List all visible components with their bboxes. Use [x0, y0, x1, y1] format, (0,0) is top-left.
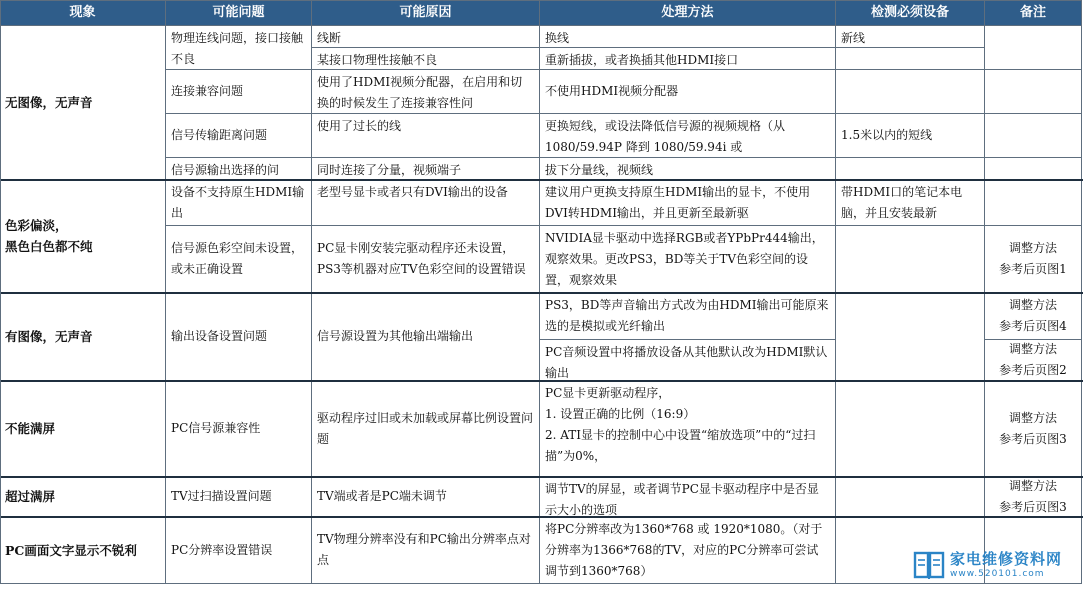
cell-text: 重新插拔，或者换插其他HDMI接口	[545, 53, 739, 67]
cell-phenomenon	[0, 517, 166, 584]
cell-text: TV过扫描设置问题	[171, 489, 272, 503]
cell-required-equipment	[836, 180, 985, 226]
cell-text: 调整方法 参考后页图3	[999, 410, 1067, 446]
cell-solution	[540, 158, 836, 180]
group-separator	[0, 516, 1083, 518]
cell-possible-cause	[312, 293, 540, 381]
cell-text: 输出设备设置问题	[171, 329, 268, 343]
cell-text: 驱动程序过旧或未加载或屏幕比例设置问题	[317, 410, 534, 446]
cell-text: 线断	[317, 31, 342, 45]
cell-text: 不能满屏	[5, 421, 56, 436]
cell-text: 信号传输距离问题	[171, 128, 268, 142]
header-label: 检测必须设备	[870, 5, 949, 20]
cell-text: 连接兼容问题	[171, 84, 244, 98]
cell-phenomenon	[0, 180, 166, 293]
cell-text: 超过满屏	[5, 489, 56, 504]
cell-remark	[985, 293, 1082, 340]
cell-remark	[985, 114, 1082, 158]
cell-text: 使用了HDMI视频分配器，在启用和切换的时候发生了连接兼容性问	[317, 75, 523, 110]
cell-text: 无图像，无声音	[5, 95, 93, 110]
header-possible-cause	[312, 0, 540, 26]
cell-phenomenon	[0, 293, 166, 381]
cell-text: 信号源设置为其他输出端输出	[317, 329, 474, 343]
watermark-title: 家电维修资料网	[950, 550, 1063, 568]
cell-required-equipment	[836, 226, 985, 293]
cell-text: PC显卡刚安装完驱动程序还未设置，PS3等机器对应TV色彩空间的设置错误	[317, 241, 526, 276]
cell-required-equipment	[836, 293, 985, 381]
header-solution	[540, 0, 836, 26]
cell-possible-cause	[312, 158, 540, 180]
group-separator	[0, 292, 1083, 294]
cell-possible-issue	[166, 70, 312, 114]
cell-remark	[985, 340, 1082, 381]
header-label: 备注	[1019, 5, 1046, 20]
cell-text: 某接口物理性接触不良	[317, 53, 438, 67]
cell-solution	[540, 381, 836, 477]
cell-text: 信号源输出选择的问	[171, 163, 280, 177]
cell-text: 色彩偏淡， 黑色白色都不纯	[5, 218, 93, 254]
cell-solution	[540, 48, 836, 70]
cell-possible-cause	[312, 48, 540, 70]
header-phenomenon	[0, 0, 166, 26]
cell-required-equipment	[836, 70, 985, 114]
cell-solution	[540, 26, 836, 48]
cell-text: 调整方法 参考后页图3	[999, 478, 1067, 514]
cell-text: 调节TV的屏显，或者调节PC显卡驱动程序中是否显示大小的选项	[545, 482, 819, 517]
cell-text: 调整方法 参考后页图4	[999, 298, 1067, 333]
cell-required-equipment	[836, 48, 985, 70]
cell-text: PC信号源兼容性	[171, 421, 261, 435]
cell-possible-issue	[166, 158, 312, 180]
cell-possible-issue	[166, 180, 312, 226]
cell-possible-cause	[312, 114, 540, 158]
header-label: 现象	[69, 5, 96, 20]
cell-text: 建议用户更换支持原生HDMI输出的显卡，不使用DVI转HDMI输出，并且更新至最新驱	[545, 185, 811, 220]
group-separator	[0, 476, 1083, 478]
cell-remark	[985, 26, 1082, 70]
header-required-equipment	[836, 0, 985, 26]
cell-text: 更换短线，或设法降低信号源的视频规格（从1080/59.94P 降到 1080/59.94i 或	[545, 119, 786, 154]
group-separator	[0, 380, 1083, 382]
cell-text: TV物理分辨率没有和PC输出分辨率点对点	[317, 532, 531, 567]
cell-required-equipment	[836, 26, 985, 48]
header-label: 可能原因	[399, 5, 452, 20]
cell-remark	[985, 70, 1082, 114]
cell-text: 1.5米以内的短线	[841, 128, 933, 142]
cell-text: 物理连线问题，接口接触不良	[171, 31, 304, 66]
cell-possible-cause	[312, 70, 540, 114]
cell-text: 有图像，无声音	[5, 329, 93, 344]
cell-possible-cause	[312, 477, 540, 517]
cell-remark	[985, 180, 1082, 226]
cell-solution	[540, 293, 836, 340]
cell-text: 信号源色彩空间未设置，或未正确设置	[171, 241, 304, 276]
cell-required-equipment	[836, 158, 985, 180]
cell-text: NVIDIA显卡驱动中选择RGB或者YPbPr444输出，观察效果。更改PS3，BD等关于TV色彩空间的设置，观察效果	[545, 231, 824, 287]
cell-text: 带HDMI口的笔记本电脑，并且安装最新	[841, 185, 963, 220]
cell-solution	[540, 477, 836, 517]
cell-possible-cause	[312, 381, 540, 477]
cell-text: 使用了过长的线	[317, 119, 402, 133]
cell-remark	[985, 158, 1082, 180]
cell-possible-issue	[166, 114, 312, 158]
cell-required-equipment	[836, 477, 985, 517]
watermark-url: www.520101.com	[950, 569, 1045, 579]
cell-text: 新线	[841, 31, 866, 45]
cell-possible-cause	[312, 517, 540, 584]
cell-possible-cause	[312, 26, 540, 48]
cell-text: 调整方法 参考后页图2	[999, 342, 1067, 377]
cell-text: 设备不支持原生HDMI输出	[171, 185, 305, 220]
cell-possible-issue	[166, 477, 312, 517]
cell-remark	[985, 477, 1082, 517]
cell-text: 老型号显卡或者只有DVI输出的设备	[317, 185, 508, 199]
cell-possible-issue	[166, 381, 312, 477]
cell-solution	[540, 340, 836, 381]
cell-possible-issue	[166, 26, 312, 70]
cell-text: PC画面文字显示不锐利	[5, 542, 137, 558]
cell-solution	[540, 517, 836, 584]
cell-text: PC显卡更新驱动程序， 1. 设置正确的比例（16:9） 2. ATI显卡的控制中心中设置“缩放选项”中的“过扫描”为0%，	[545, 386, 816, 463]
cell-remark	[985, 226, 1082, 293]
cell-solution	[540, 114, 836, 158]
cell-solution	[540, 70, 836, 114]
cell-text: 换线	[545, 31, 570, 45]
cell-possible-issue	[166, 226, 312, 293]
cell-solution	[540, 180, 836, 226]
cell-required-equipment	[836, 114, 985, 158]
cell-text: PC音频设置中将播放设备从其他默认改为HDMI默认输出	[545, 345, 828, 380]
header-possible-issue	[166, 0, 312, 26]
watermark	[912, 544, 1080, 586]
cell-text: PS3，BD等声音输出方式改为由HDMI输出可能原来选的是模拟或光纤输出	[545, 298, 829, 333]
cell-text: 调整方法 参考后页图1	[999, 241, 1067, 276]
cell-text: 不使用HDMI视频分配器	[545, 84, 679, 98]
cell-text: TV端或者是PC端未调节	[317, 489, 447, 503]
cell-phenomenon	[0, 26, 166, 180]
cell-possible-issue	[166, 517, 312, 584]
cell-remark	[985, 381, 1082, 477]
cell-phenomenon	[0, 381, 166, 477]
cell-text: 拔下分量线，视频线	[545, 163, 654, 177]
cell-possible-cause	[312, 226, 540, 293]
cell-required-equipment	[836, 381, 985, 477]
group-separator	[0, 179, 1083, 181]
cell-text: PC分辨率设置错误	[171, 542, 273, 557]
header-label: 可能问题	[212, 5, 265, 20]
cell-possible-issue	[166, 293, 312, 381]
header-label: 处理方法	[661, 5, 714, 20]
cell-phenomenon	[0, 477, 166, 517]
cell-possible-cause	[312, 180, 540, 226]
cell-text: 同时连接了分量，视频端子	[317, 163, 462, 177]
cell-solution	[540, 226, 836, 293]
book-logo-icon	[912, 548, 946, 582]
cell-text: 将PC分辨率改为1360*768 或 1920*1080。（对于分辨率为1366*768的TV，对应的PC分辨率可尝试调节到1360*768）	[545, 522, 823, 578]
header-remark	[985, 0, 1082, 26]
